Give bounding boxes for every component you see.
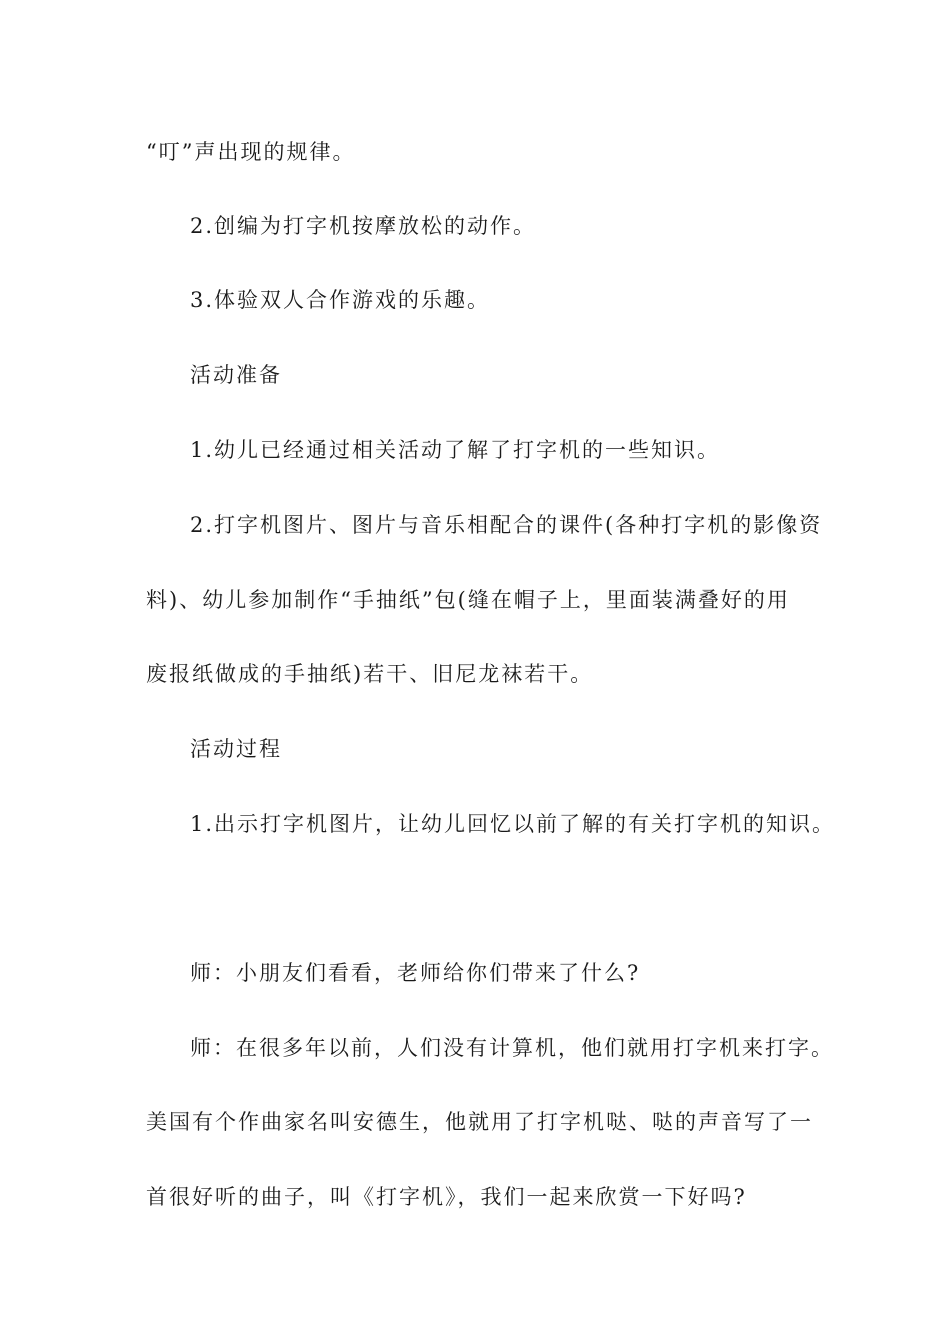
text-line: 首很好听的曲子，叫《打字机》，我们一起来欣赏一下好吗? xyxy=(146,1185,747,1209)
section-heading: 活动过程 xyxy=(190,737,282,761)
text-line: 美国有个作曲家名叫安德生，他就用了打字机哒、哒的声音写了一 xyxy=(146,1110,813,1134)
text-line: 3.体验双人合作游戏的乐趣。 xyxy=(190,288,491,312)
text-line: 料)、幼儿参加制作“手抽纸”包(缝在帽子上，里面装满叠好的用 xyxy=(146,588,790,612)
text-line: 废报纸做成的手抽纸)若干、旧尼龙袜若干。 xyxy=(146,662,594,686)
text-line: 1.幼儿已经通过相关活动了解了打字机的一些知识。 xyxy=(190,438,721,462)
text-line: 2.创编为打字机按摩放松的动作。 xyxy=(190,214,537,238)
text-line: 师：在很多年以前，人们没有计算机，他们就用打字机来打字。 xyxy=(190,1036,834,1060)
section-heading: 活动准备 xyxy=(190,363,282,387)
text-line: 师：小朋友们看看，老师给你们带来了什么? xyxy=(190,961,641,985)
text-line: “叮”声出现的规律。 xyxy=(146,140,356,164)
text-line: 2.打字机图片、图片与音乐相配合的课件(各种打字机的影像资 xyxy=(190,513,823,537)
text-line: 1.出示打字机图片，让幼儿回忆以前了解的有关打字机的知识。 xyxy=(190,812,836,836)
